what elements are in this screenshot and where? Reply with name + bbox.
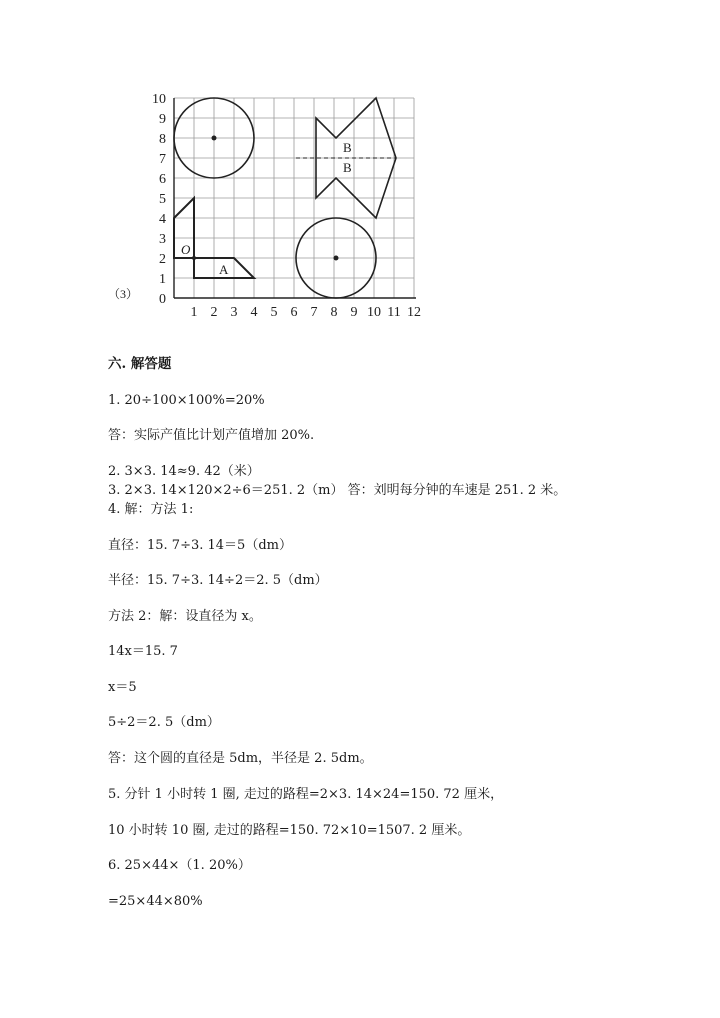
answer-line: 3. 2×3. 14×120×2÷6＝251. 2（m） 答：刘明每分钟的车速是 251. 2 米。: [108, 483, 567, 498]
circle-bottom-center: [334, 256, 339, 261]
answer-line: 答：这个圆的直径是 5dm，半径是 2. 5dm。: [108, 751, 373, 766]
answer-line: 方法 2：解：设直径为 x。: [108, 609, 262, 624]
answer-line: 6. 25×44×（1. 20%）: [108, 858, 251, 873]
label-b-top: B: [343, 140, 352, 155]
answer-line: 14x＝15. 7: [108, 644, 178, 659]
x-tick-label: 12: [407, 305, 421, 320]
circle-top-left-center: [212, 136, 217, 141]
answer-line: =25×44×80%: [108, 894, 203, 909]
y-tick-label: 7: [159, 152, 166, 167]
grid-lines: [174, 98, 414, 298]
grid-figure: [108, 88, 438, 324]
y-tick-label: 8: [159, 132, 166, 147]
x-tick-label: 3: [230, 305, 238, 320]
x-tick-label: 1: [190, 305, 198, 320]
y-tick-label: 0: [159, 292, 166, 307]
x-tick-label: 11: [387, 305, 401, 320]
point-o: [192, 256, 196, 260]
x-tick-label: 4: [250, 305, 258, 320]
answer-line: 4. 解：方法 1:: [108, 502, 194, 517]
label-a: A: [219, 262, 229, 277]
y-tick-label: 4: [159, 212, 166, 227]
x-tick-labels: [191, 305, 422, 320]
x-tick-label: 7: [310, 305, 318, 320]
x-tick-label: 6: [290, 305, 298, 320]
section-title: 六. 解答题: [108, 356, 172, 372]
y-tick-label: 5: [159, 192, 166, 207]
y-tick-label: 1: [159, 272, 166, 287]
answer-line: 5. 分针 1 小时转 1 圈, 走过的路程=2×3. 14×24=150. 72 厘米，: [108, 787, 504, 802]
y-tick-label: 6: [159, 172, 166, 187]
x-tick-label: 2: [210, 305, 218, 320]
answer-line: 1. 20÷100×100%=20%: [108, 393, 265, 408]
y-tick-labels: [152, 92, 166, 307]
y-tick-label: 2: [159, 252, 166, 267]
y-tick-label: 9: [159, 112, 166, 127]
x-tick-label: 5: [270, 305, 278, 320]
label-o: O: [181, 242, 191, 257]
y-tick-label: 3: [159, 232, 166, 247]
answer-line: 半径：15. 7÷3. 14÷2＝2. 5（dm）: [108, 573, 328, 588]
y-tick-label: 10: [152, 92, 166, 107]
x-tick-label: 10: [367, 305, 381, 320]
label-b-bottom: B: [343, 160, 352, 175]
answer-line: 2. 3×3. 14≈9. 42（米）: [108, 464, 260, 479]
answer-line: 答：实际产值比计划产值增加 20%.: [108, 428, 315, 443]
answer-line: 直径：15. 7÷3. 14＝5（dm）: [108, 538, 292, 553]
answer-line: 10 小时转 10 圈, 走过的路程=150. 72×10=1507. 2 厘米。: [108, 823, 471, 838]
figure-label: （3）: [108, 287, 139, 301]
answer-line: x＝5: [108, 680, 137, 695]
x-tick-label: 9: [350, 305, 358, 320]
x-tick-label: 8: [330, 305, 338, 320]
answer-line: 5÷2＝2. 5（dm）: [108, 715, 220, 730]
